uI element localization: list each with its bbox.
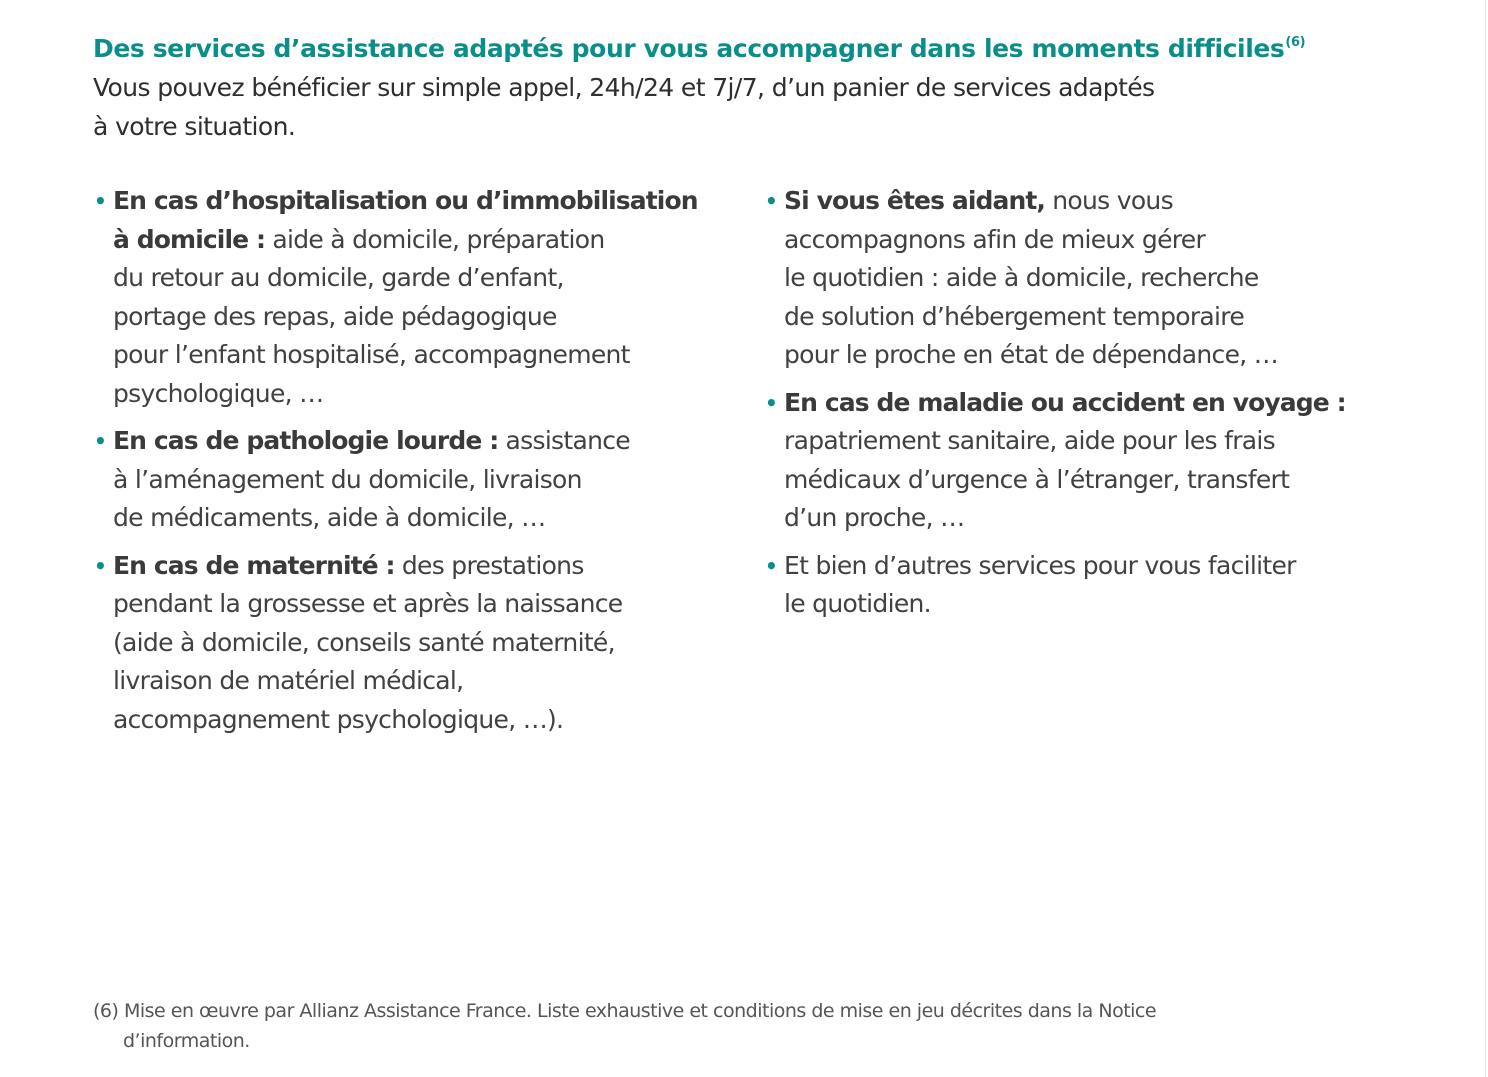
services-list-left (93, 182, 743, 748)
item-line: médicaux d’urgence à l’étranger, transfert (784, 464, 1290, 494)
item-line: d’un proche, … (784, 503, 965, 532)
item-line: de médicaments, aide à domicile, … (113, 503, 546, 532)
item-line: le quotidien. (784, 589, 931, 618)
section-title-text: Des services d’assistance adaptés pour vous accompagner dans les moments difficiles (93, 34, 1285, 63)
item-line: du retour au domicile, garde d’enfant, (113, 263, 564, 292)
bullet-icon: • (94, 189, 107, 213)
list-item-autres-services (764, 547, 1464, 624)
item-heading: En cas de maternité : (113, 550, 395, 580)
services-list-right (764, 182, 1464, 633)
item-heading: En cas de maladie ou accident en voyage : (784, 387, 1346, 417)
footnote (93, 996, 1393, 1056)
item-line (113, 182, 743, 221)
list-item-aidant (764, 182, 1464, 375)
list-item-hospitalisation (93, 182, 743, 413)
item-line: à domicile : aide à domicile, préparation (113, 224, 605, 254)
item-line: accompagnement psychologique, …). (113, 704, 564, 734)
item-line: accompagnons afin de mieux gérer (784, 224, 1206, 254)
section-title (93, 31, 1453, 67)
bullet-icon: • (765, 553, 778, 578)
item-heading: Si vous êtes aidant, (784, 186, 1046, 215)
item-line: pour l’enfant hospitalisé, accompagnement (113, 340, 630, 369)
intro-line: à votre situation. (93, 112, 296, 141)
item-line: Si vous êtes aidant, nous vous (784, 186, 1173, 215)
footnote-line: d’information. (123, 1030, 250, 1052)
item-line: psychologique, … (113, 378, 324, 408)
item-line: Et bien d’autres services pour vous faciliter (784, 550, 1296, 580)
item-line: En cas de pathologie lourde : assistance (113, 426, 630, 455)
intro-line: Vous pouvez bénéficier sur simple appel, 24h/24 et 7j/7, d’un panier de services adaptés (93, 73, 1155, 102)
list-item-pathologie (93, 422, 743, 538)
item-line: livraison de matériel médical, (113, 666, 464, 695)
item-line: pendant la grossesse et après la naissance (113, 589, 623, 618)
item-heading-cont: à domicile : (113, 224, 266, 254)
item-line: le quotidien : aide à domicile, recherche (784, 263, 1259, 292)
item-line: En cas de maternité : des prestations (113, 550, 584, 580)
item-heading: En cas d’hospitalisation ou d’immobilisation (113, 186, 698, 215)
item-line: à l’aménagement du domicile, livraison (113, 464, 582, 494)
intro-paragraph (93, 68, 1293, 146)
list-item-maternite (93, 547, 743, 740)
list-item-voyage (764, 384, 1464, 538)
item-line: pour le proche en état de dépendance, … (784, 340, 1279, 369)
item-line: portage des repas, aide pédagogique (113, 301, 557, 331)
item-line: rapatriement sanitaire, aide pour les frais (784, 426, 1275, 455)
bullet-icon: • (94, 429, 107, 453)
bullet-icon: • (765, 189, 778, 213)
item-line (784, 384, 1464, 423)
item-line: (aide à domicile, conseils santé maternité, (113, 627, 615, 657)
bullet-icon: • (765, 390, 778, 415)
bullet-icon: • (94, 553, 107, 578)
footnote-line: (6) Mise en œuvre par Allianz Assistance France. Liste exhaustive et conditions de mise en jeu décrites dans la Notice (93, 1000, 1157, 1022)
item-line: de solution d’hébergement temporaire (784, 301, 1245, 331)
item-heading: En cas de pathologie lourde : (113, 426, 499, 455)
footnote-reference: (6) (1285, 35, 1306, 50)
page-edge-rule (1485, 0, 1486, 1077)
